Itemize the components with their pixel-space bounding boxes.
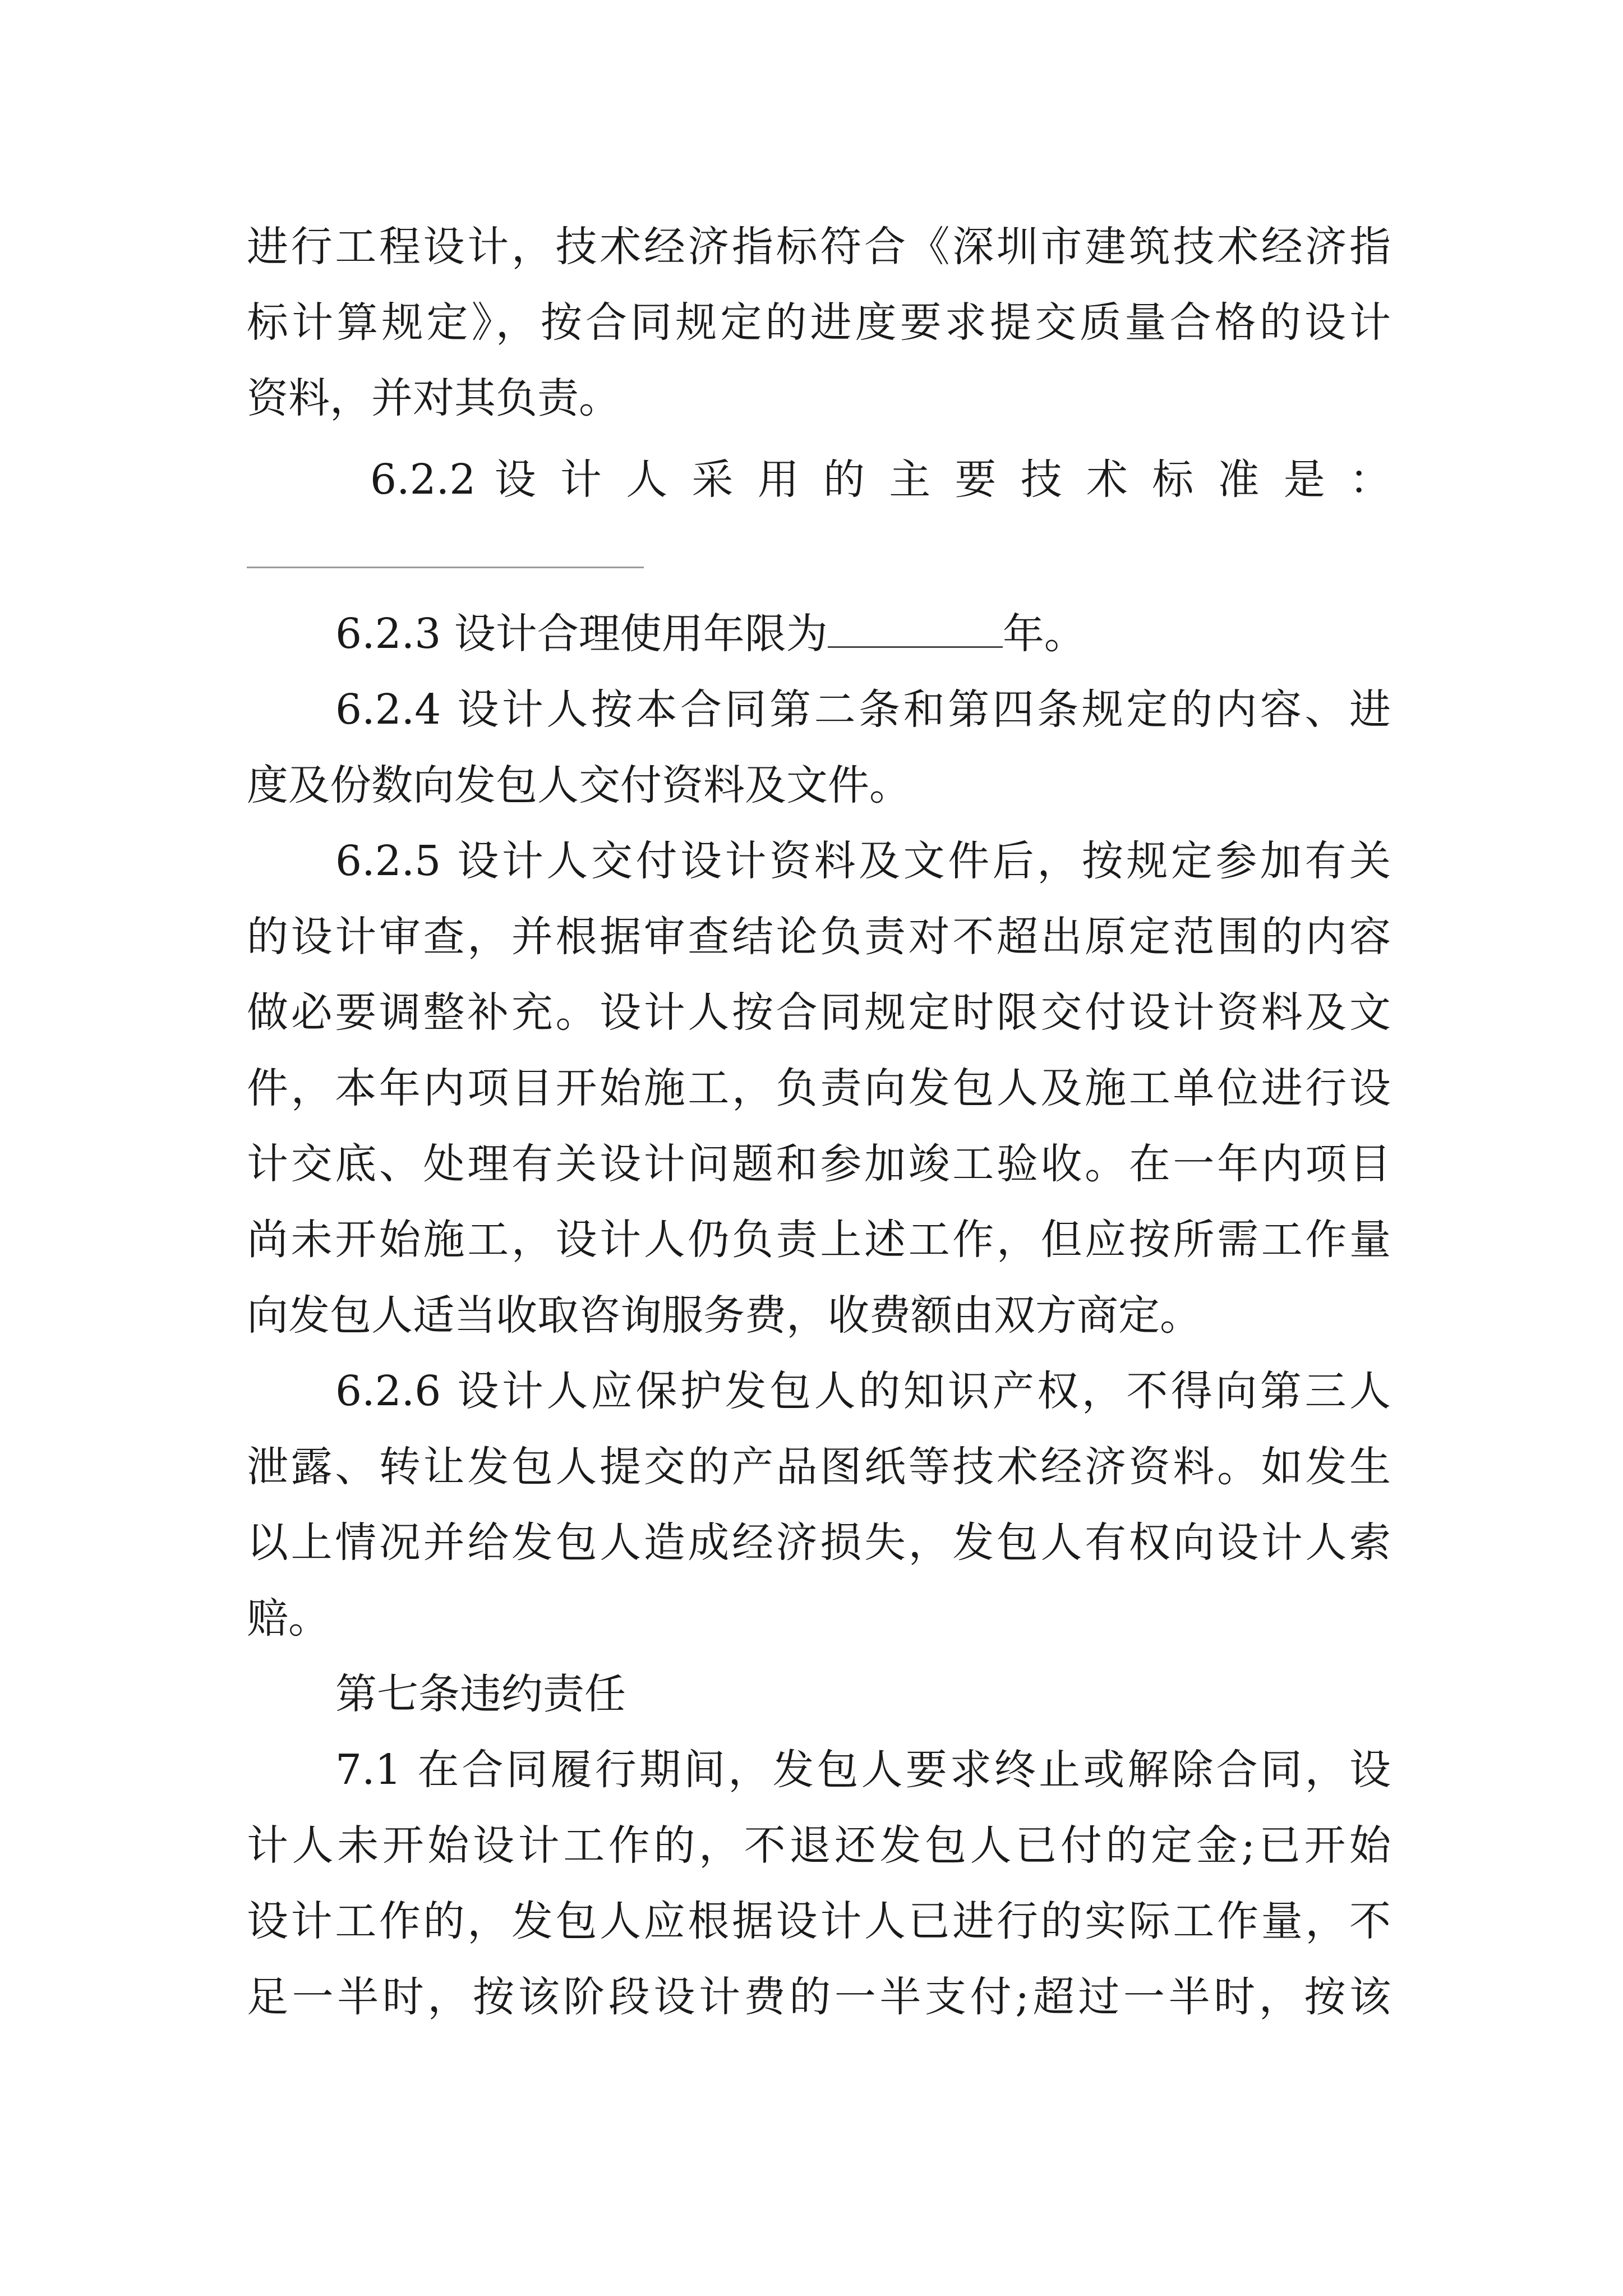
text-line-6-2-5-f: 向发包人适当收取咨询服务费，收费额由双方商定。 <box>247 1291 1201 1340</box>
text-line-7-1-a: 计人未开始设计工作的，不退还发包人已付的定金;已开始 <box>247 1821 1391 1870</box>
text-line-6-2-6-a: 泄露、转让发包人提交的产品图纸等技术经济资料。如发生 <box>247 1443 1391 1491</box>
text-line-6-2-5-e: 尚未开始施工，设计人仍负责上述工作，但应按所需工作量 <box>247 1216 1391 1264</box>
clause-6-2-3-suffix: 年。 <box>1002 610 1086 658</box>
years-blank <box>828 613 1003 648</box>
section-heading-article-7: 第七条违约责任 <box>335 1670 626 1718</box>
text-line-6-2-5-b: 做必要调整补充。设计人按合同规定时限交付设计资料及文 <box>247 988 1391 1037</box>
text-line-6-2-5-d: 计交底、处理有关设计问题和参加竣工验收。在一年内项目 <box>247 1140 1391 1188</box>
text-line-3: 资料，并对其负责。 <box>247 374 620 422</box>
clause-6-2-3 <box>335 595 1391 673</box>
text-line-6-2-5-a: 的设计审查，并根据审查结论负责对不超出原定范围的内容 <box>247 913 1391 961</box>
text-line-7-1-b: 设计工作的，发包人应根据设计人已进行的实际工作量，不 <box>247 1897 1391 1945</box>
text-line-6-2-4-cont: 度及份数向发包人交付资料及文件。 <box>247 761 911 809</box>
text-line-6-2-5-c: 件，本年内项目开始施工，负责向发包人及施工单位进行设 <box>247 1064 1391 1112</box>
clause-6-2-2: 6.2.2 设 计 人 采 用 的 主 要 技 术 标 准 是 ： <box>370 455 1391 504</box>
text-line-1: 进行工程设计，技术经济指标符合《深圳市建筑技术经济指 <box>247 223 1391 271</box>
text-line-6-2-6-b: 以上情况并给发包人造成经济损失，发包人有权向设计人索 <box>247 1519 1391 1567</box>
clause-7-1: 7.1 在合同履行期间，发包人要求终止或解除合同，设 <box>335 1746 1391 1794</box>
clause-6-2-5: 6.2.5 设计人交付设计资料及文件后，按规定参加有关 <box>335 837 1391 885</box>
clause-6-2-3-text: 6.2.3 设计合理使用年限为 <box>335 610 828 658</box>
fill-in-blank-line <box>247 567 644 568</box>
text-line-6-2-6-c: 赔。 <box>247 1594 330 1642</box>
text-line-2: 标计算规定》，按合同规定的进度要求提交质量合格的设计 <box>247 298 1391 347</box>
text-line-7-1-c: 足一半时，按该阶段设计费的一半支付;超过一半时，按该 <box>247 1973 1391 2021</box>
clause-6-2-4: 6.2.4 设计人按本合同第二条和第四条规定的内容、进 <box>335 685 1391 734</box>
clause-6-2-6: 6.2.6 设计人应保护发包人的知识产权，不得向第三人 <box>335 1367 1391 1415</box>
